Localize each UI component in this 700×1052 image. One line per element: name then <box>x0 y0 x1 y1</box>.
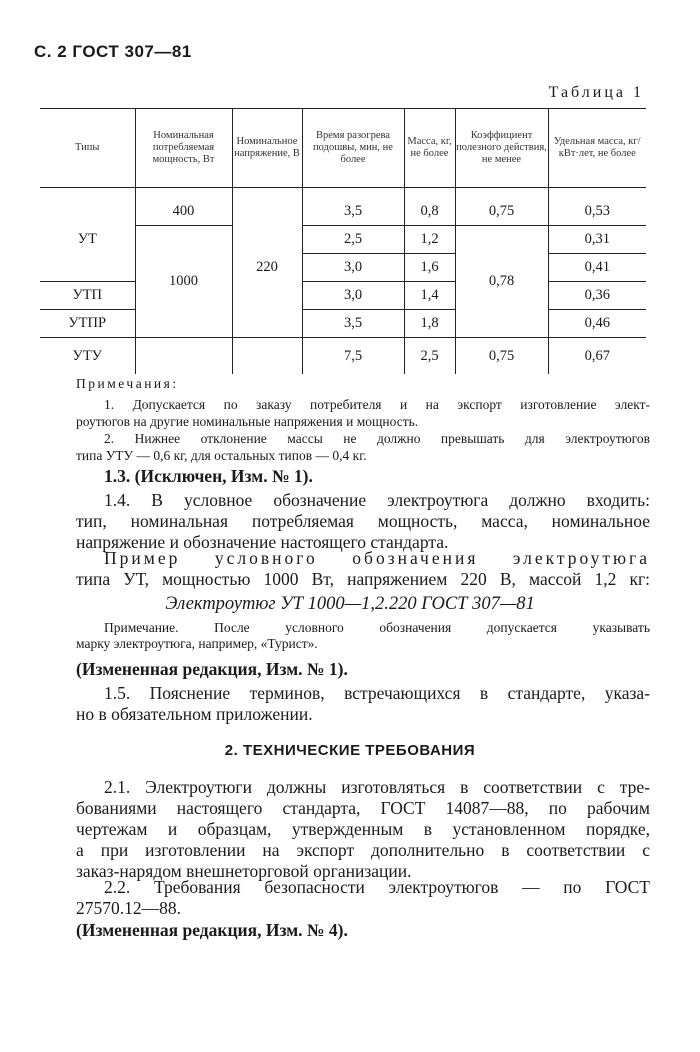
heat-time-cell: 3,0 <box>302 282 404 310</box>
col-header-efficiency: Коэффициент полезного действия, не менее <box>455 109 548 188</box>
table-header-row <box>40 109 646 188</box>
note-1-line-2: роутюгов на другие номинальные напряжения и мощность. <box>76 414 419 429</box>
clause-2-2-line-1: 2.2. Требования безопасности электроутюгов — по ГОСТ <box>104 877 650 897</box>
notes-title: Примечания: <box>76 376 179 391</box>
clause-2-1-line-2: бованиями настоящего стандарта, ГОСТ 14087—88, по рабочим <box>76 798 650 818</box>
spacer-row <box>40 188 646 199</box>
power-cell <box>135 338 232 375</box>
type-cell: УТП <box>40 282 135 310</box>
clause-2-1-line-3: чертежам и образцам, утвержденным в установленном порядке, <box>76 819 650 839</box>
table-row <box>40 338 646 375</box>
mass-cell: 0,8 <box>404 198 455 226</box>
power-cell: 1000 <box>135 226 232 338</box>
clause-2-1-line-5: заказ-нарядом внешнеторговой организации. <box>76 861 412 881</box>
note-2-line-1: 2. Нижнее отклонение массы не должно превышать для электроутюгов <box>104 431 650 446</box>
revision-note-4: (Измененная редакция, Изм. № 4). <box>76 920 348 940</box>
col-header-type: Типы <box>40 109 135 188</box>
clause-2-2-line-2: 27570.12—88. <box>76 898 181 918</box>
specific-mass-cell: 0,31 <box>548 226 646 254</box>
specific-mass-cell: 0,67 <box>548 338 646 375</box>
table-row <box>40 282 646 310</box>
type-cell: УТПР <box>40 310 135 338</box>
mass-cell: 1,2 <box>404 226 455 254</box>
clause-1-4-line-3: напряжение и обозначение настоящего стандарта. <box>76 532 449 552</box>
clause-1-4-line-2: тип, номинальная потребляемая мощность, масса, номинальное <box>76 511 650 531</box>
specific-mass-cell: 0,53 <box>548 198 646 226</box>
type-cell: УТ <box>77 231 97 247</box>
example-note-line-2: марку электроутюга, например, «Турист». <box>76 636 318 651</box>
power-cell: 400 <box>135 198 232 226</box>
clause-1-5-line-1: 1.5. Пояснение терминов, встречающихся в стандарте, указа- <box>104 683 650 703</box>
type-cell: УТУ <box>72 347 102 364</box>
mass-cell: 2,5 <box>404 338 455 375</box>
specific-mass-cell: 0,36 <box>548 282 646 310</box>
mass-cell: 1,8 <box>404 310 455 338</box>
example-designation: Электроутюг УТ 1000—1,2.220 ГОСТ 307—81 <box>165 594 535 614</box>
table-caption: Таблица 1 <box>548 84 644 101</box>
example-line-2: типа УТ, мощностью 1000 Вт, напряжением 220 В, массой 1,2 кг: <box>76 569 650 589</box>
section-2-title: 2. ТЕХНИЧЕСКИЕ ТРЕБОВАНИЯ <box>224 742 476 759</box>
specific-mass-cell: 0,46 <box>548 310 646 338</box>
clause-2-1-line-1: 2.1. Электроутюги должны изготовляться в соответствии с тре- <box>104 777 650 797</box>
table-row <box>40 310 646 338</box>
col-header-specific-mass: Удельная масса, кг/кВт·лет, не более <box>548 109 646 188</box>
col-header-heat-time: Время разогрева подошвы, мин, не более <box>302 109 404 188</box>
clause-1-3 <box>104 466 313 487</box>
efficiency-cell: 0,78 <box>455 226 548 338</box>
heat-time-cell: 7,5 <box>302 338 404 375</box>
page-header: С. 2 ГОСТ 307—81 <box>34 42 192 61</box>
heat-time-cell: 3,5 <box>302 310 404 338</box>
heat-time-cell: 3,5 <box>302 198 404 226</box>
clause-2-1-line-4: а при изготовлении на экспорт дополнительно в соответствии с <box>76 840 650 860</box>
voltage-cell <box>232 338 302 375</box>
col-header-mass: Масса, кг, не более <box>404 109 455 188</box>
specific-mass-cell: 0,41 <box>548 254 646 282</box>
voltage-cell: 220 <box>232 198 302 338</box>
efficiency-cell: 0,75 <box>455 198 548 226</box>
col-header-voltage: Номинальное напряжение, В <box>232 109 302 188</box>
revision-note-1: (Измененная редакция, Изм. № 1). <box>76 659 348 679</box>
efficiency-cell: 0,75 <box>455 338 548 375</box>
heat-time-cell: 3,0 <box>302 254 404 282</box>
mass-cell: 1,6 <box>404 254 455 282</box>
table-1 <box>40 108 646 374</box>
clause-1-5-line-2: но в обязательном приложении. <box>76 704 313 724</box>
note-2-line-2: типа УТУ — 0,6 кг, для остальных типов — 0,4 кг. <box>76 448 367 463</box>
col-header-power: Номинальная потребляемая мощность, Вт <box>135 109 232 188</box>
note-1-line-1: 1. Допускается по заказу потребителя и на экспорт изготовление элект- <box>104 397 650 412</box>
clause-1-4-line-1: 1.4. В условное обозначение электроутюга должно входить: <box>104 490 650 510</box>
mass-cell: 1,4 <box>404 282 455 310</box>
table-row <box>40 198 646 226</box>
example-note-line-1: Примечание. После условного обозначения допускается указывать <box>104 620 650 635</box>
clause-1-3-text: 1.3. (Исключен, Изм. № 1). <box>104 466 313 486</box>
example-line-1: Пример условного обозначения электроутюга <box>104 548 650 568</box>
heat-time-cell: 2,5 <box>302 226 404 254</box>
